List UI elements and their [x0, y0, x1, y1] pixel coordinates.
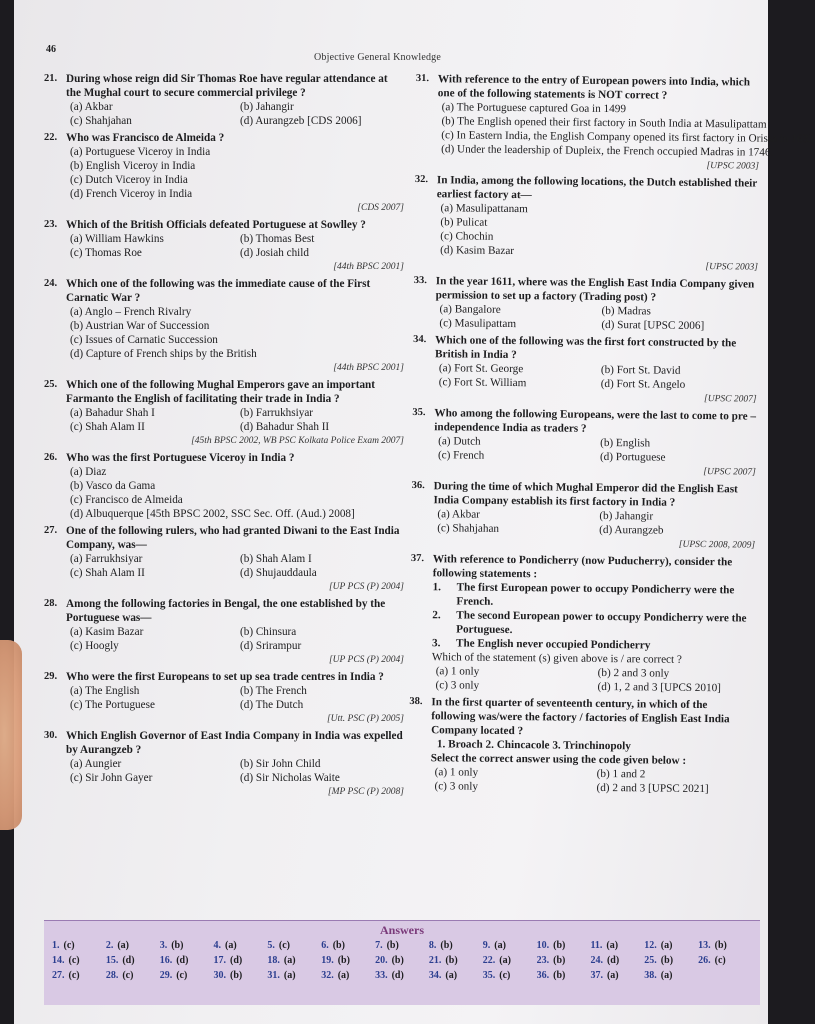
question-33 — [413, 274, 758, 334]
answer-number: 21. — [428, 955, 442, 966]
statement-2: 2. The second European power to occupy Pondicherry were the Portuguese. — [432, 609, 747, 637]
answer-choice: (a) — [606, 940, 619, 951]
question-number: 37. — [410, 552, 425, 565]
question-number: 22. — [44, 132, 58, 143]
answer-number: 5. — [267, 940, 275, 951]
answer-entry — [698, 955, 752, 966]
options — [432, 664, 754, 695]
answer-entry — [267, 955, 321, 966]
option: (d) 1, 2 and 3 [UPCS 2010] — [597, 680, 722, 695]
option: (d) Portuguese — [599, 450, 666, 464]
options — [433, 507, 755, 538]
answer-entry — [321, 955, 375, 966]
answer-choice: (c) — [714, 955, 726, 966]
option: (b) Shah Alam I — [240, 553, 312, 565]
options — [435, 302, 757, 333]
answer-choice: (d) — [122, 955, 135, 966]
answer-choice: (b) — [171, 940, 184, 951]
answer-entry — [375, 940, 429, 951]
answer-choice: (c) — [63, 940, 75, 951]
options — [66, 406, 404, 434]
answer-choice: (b) — [230, 970, 243, 981]
question-number: 25. — [44, 379, 58, 390]
answer-entry — [52, 955, 106, 966]
answer-choice: (c) — [499, 970, 511, 981]
option: (d) Aurangzeb [CDS 2006] — [240, 115, 362, 127]
option: (b) Farrukhsiyar — [240, 407, 314, 419]
question-24 — [44, 277, 404, 375]
answer-choice: (c) — [68, 955, 80, 966]
answer-choice: (a) — [606, 970, 619, 981]
option: (a) The Portuguese captured Goa in 1499 — [441, 101, 627, 116]
answer-entry — [537, 940, 591, 951]
exam-source: [Utt. PSC (P) 2005] — [326, 714, 404, 724]
answer-number: 30. — [213, 970, 227, 981]
question-23 — [44, 218, 404, 274]
question-number: 26. — [44, 452, 58, 463]
question-number: 36. — [411, 479, 425, 492]
answer-entry — [644, 955, 698, 966]
options — [435, 361, 757, 392]
answer-number: 24. — [590, 955, 603, 966]
option: (c) 3 only — [434, 780, 479, 793]
option: (b) Austrian War of Succession — [70, 320, 210, 332]
option: (a) Bangalore — [439, 303, 501, 316]
answer-number: 6. — [321, 940, 329, 951]
option: (a) William Hawkins — [70, 233, 164, 245]
answer-number: 27. — [52, 970, 65, 981]
option: (d) The Dutch — [240, 699, 304, 711]
option: (a) Aungier — [70, 758, 122, 770]
answer-entry — [483, 970, 537, 981]
answer-choice: (a) — [225, 940, 237, 951]
answer-number: 12. — [644, 940, 657, 951]
options — [66, 757, 404, 785]
option: (c) Masulipattam — [439, 317, 517, 331]
question-34 — [413, 333, 758, 407]
question-text: Which one of the following was the immediate cause of the First Carnatic War ? — [66, 278, 371, 304]
answer-choice: (b) — [337, 955, 350, 966]
answer-choice: (a) — [494, 940, 506, 951]
options — [66, 552, 404, 580]
answer-choice: (b) — [386, 940, 399, 951]
answer-number: 36. — [536, 970, 550, 981]
answer-number: 16. — [159, 955, 173, 966]
option: (d) French Viceroy in India — [70, 188, 193, 200]
answer-entry — [590, 970, 644, 981]
answer-number: 4. — [213, 940, 222, 951]
answer-choice: (a) — [445, 970, 458, 981]
question-number: 35. — [412, 406, 426, 419]
question-text: One of the following rulers, who had granted Diwani to the East India Company, was— — [66, 525, 400, 551]
question-number: 28. — [44, 598, 58, 609]
option: (d) Aurangzeb — [599, 523, 664, 537]
option: (b) English Viceroy in India — [70, 160, 196, 172]
option: (d) Albuquerque [45th BPSC 2002, SSC Sec. Off. (Aud.) 2008] — [70, 508, 355, 520]
running-head: Objective General Knowledge — [314, 52, 442, 63]
answer-entry — [321, 940, 375, 951]
option: (a) 1 only — [434, 766, 479, 779]
answer-choice: (b) — [660, 955, 674, 966]
question-ask: Which of the statement (s) given above is / are correct ? — [431, 651, 682, 666]
answer-choice: (b) — [553, 970, 566, 981]
answer-number: 22. — [482, 955, 496, 966]
answer-entry — [429, 970, 483, 981]
answer-entry — [537, 955, 591, 966]
question-31 — [415, 72, 814, 174]
answer-choice: (c) — [176, 970, 188, 981]
option: (c) Shah Alam II — [70, 567, 145, 579]
answer-choice: (b) — [391, 955, 404, 966]
statement-1: 1. The first European power to occupy Pondicherry were the French. — [432, 581, 735, 608]
question-text: Among the following factories in Bengal, the one established by the Portuguese was— — [66, 598, 386, 624]
option: (b) The English opened their first factory in South India at Masulipattam — [441, 115, 767, 131]
answer-number: 8. — [428, 940, 437, 951]
question-number: 29. — [44, 671, 58, 682]
answer-entry — [429, 955, 483, 966]
answer-number: 26. — [698, 955, 711, 966]
option: (c) In Eastern India, the English Company opened its first factory in Orissa in 1633 — [441, 129, 814, 146]
exam-source: [MP PSC (P) 2008] — [327, 787, 404, 797]
exam-source: [CDS 2007] — [357, 203, 404, 213]
answer-number: 11. — [590, 940, 603, 951]
question-number: 38. — [409, 695, 423, 708]
answer-choice: (d) — [230, 955, 243, 966]
right-column — [408, 72, 814, 800]
option: (d) Kasim Bazar — [440, 244, 515, 258]
answer-entry — [644, 970, 698, 981]
thumb-holding-page — [0, 640, 22, 830]
answer-choice: (b) — [714, 940, 727, 951]
option: (c) Chochin — [440, 230, 494, 243]
options — [66, 232, 404, 260]
answer-entry — [375, 955, 429, 966]
question-36 — [411, 479, 756, 553]
answer-choice: (c) — [68, 970, 80, 981]
answer-entry — [698, 940, 752, 951]
option: (a) Kasim Bazar — [70, 626, 144, 638]
answer-entry — [537, 970, 591, 981]
answer-choice: (c) — [278, 940, 290, 951]
question-text: Which one of the following Mughal Emperors gave an important Farmanto the English of facilitating their trade in India ? — [66, 379, 376, 405]
places-list: 1. Broach 2. Chincacole 3. Trinchinopoly — [436, 738, 631, 753]
answer-choice: (d) — [391, 970, 404, 981]
options — [437, 100, 814, 159]
question-number: 33. — [413, 274, 427, 287]
answer-entry — [267, 970, 321, 981]
options — [66, 305, 404, 361]
answer-entry — [321, 970, 375, 981]
option: (a) The English — [70, 685, 140, 697]
question-27 — [44, 524, 404, 594]
question-text: During the time of which Mughal Emperor did the English East India Company establish its first factory in India ? — [433, 480, 738, 509]
option: (c) Sir John Gayer — [70, 772, 153, 784]
option: (b) Sir John Child — [240, 758, 321, 770]
answer-number: 38. — [644, 970, 657, 981]
exam-source: [44th BPSC 2001] — [333, 262, 404, 272]
option: (a) Akbar — [70, 101, 113, 113]
option: (b) Thomas Best — [240, 233, 315, 245]
answer-choice: (d) — [176, 955, 189, 966]
answer-choice: (a) — [283, 970, 296, 981]
option: (d) Josiah child — [240, 247, 309, 259]
option: (b) Jahangir — [240, 101, 294, 113]
question-text: Who among the following Europeans, were the last to come to pre – independence India as traders ? — [434, 407, 757, 435]
option: (d) Surat [UPSC 2006] — [601, 318, 705, 333]
question-number: 21. — [44, 73, 58, 84]
option: (c) Shahjahan — [437, 522, 500, 535]
answer-number: 31. — [267, 970, 280, 981]
answer-choice: (b) — [553, 940, 566, 951]
answer-number: 29. — [159, 970, 173, 981]
answer-choice: (b) — [440, 940, 453, 951]
option: (c) Shah Alam II — [70, 421, 145, 433]
answer-choice: (a) — [499, 955, 511, 966]
answer-entry — [590, 955, 644, 966]
question-number: 27. — [44, 525, 58, 536]
answer-number: 23. — [536, 955, 550, 966]
option: (b) Fort St. David — [600, 363, 681, 377]
option: (d) Under the leadership of Dupleix, the French occupied Madras in 1746. — [441, 143, 774, 159]
answer-number: 15. — [105, 955, 119, 966]
answer-key-title: Answers — [380, 923, 424, 937]
question-29 — [44, 670, 404, 726]
question-30 — [44, 729, 404, 799]
question-26 — [44, 451, 404, 521]
question-number: 32. — [414, 173, 429, 186]
answer-entry — [267, 940, 321, 951]
answer-entry — [214, 970, 268, 981]
option: (b) Madras — [601, 304, 651, 318]
question-text: Who was the first Portuguese Viceroy in India ? — [66, 452, 295, 464]
option: (a) Bahadur Shah I — [70, 407, 155, 419]
question-25 — [44, 378, 404, 448]
option: (a) Masulipattanam — [440, 202, 528, 216]
answer-choice: (b) — [445, 955, 458, 966]
option: (d) Fort St. Angelo — [600, 377, 686, 391]
option: (b) The French — [240, 685, 307, 697]
answer-choice: (a) — [117, 940, 130, 951]
answer-number: 19. — [321, 955, 334, 966]
question-text: Who was Francisco de Almeida ? — [66, 132, 225, 144]
answer-number: 10. — [536, 940, 550, 951]
option: (c) Shahjahan — [70, 115, 132, 127]
exam-source: [UPSC 2007] — [703, 467, 756, 478]
question-32 — [414, 173, 759, 275]
question-37 — [410, 552, 755, 696]
option: (c) Fort St. William — [438, 376, 527, 390]
option: (a) Portuguese Viceroy in India — [70, 146, 211, 158]
option: (a) Farrukhsiyar — [70, 553, 143, 565]
question-ask: Select the correct answer using the code given below : — [430, 752, 687, 767]
right-questions — [411, 72, 814, 553]
options — [436, 201, 759, 260]
question-35 — [412, 406, 757, 480]
answer-choice: (a) — [660, 940, 673, 951]
question-text: With reference to Pondicherry (now Puducherry), consider the following statements : — [432, 553, 733, 581]
option: (d) Shujauddaula — [240, 567, 317, 579]
answer-number: 13. — [698, 940, 711, 951]
exam-source: [UPSC 2003] — [705, 262, 759, 273]
answer-choice: (a) — [283, 955, 296, 966]
answer-entry — [590, 940, 644, 951]
option: (c) Francisco de Almeida — [70, 494, 183, 506]
answer-entry — [214, 940, 268, 951]
options — [66, 145, 404, 201]
answer-grid — [44, 938, 760, 983]
exam-source: [UP PCS (P) 2004] — [328, 655, 404, 665]
option: (d) Sir Nicholas Waite — [240, 772, 340, 784]
exam-source: [45th BPSC 2002, WB PSC Kolkata Police Exam 2007] — [191, 436, 404, 446]
option: (a) Fort St. George — [438, 362, 524, 376]
answer-entry — [106, 940, 160, 951]
answer-choice: (d) — [606, 955, 620, 966]
page-number: 46 — [46, 44, 56, 55]
answer-entry — [483, 940, 537, 951]
answer-number: 7. — [375, 940, 383, 951]
answer-number: 9. — [482, 940, 491, 951]
option: (c) The Portuguese — [70, 699, 155, 711]
option: (c) Issues of Carnatic Succession — [70, 334, 218, 346]
option: (c) Hoogly — [70, 640, 119, 652]
option: (b) Vasco da Gama — [70, 480, 156, 492]
question-number: 31. — [415, 72, 430, 85]
answer-entry — [106, 970, 160, 981]
answer-entry — [214, 955, 268, 966]
answer-entry — [106, 955, 160, 966]
book-page — [14, 0, 814, 1024]
option: (c) Thomas Roe — [70, 247, 142, 259]
options — [66, 684, 404, 712]
option: (b) Pulicat — [440, 216, 488, 229]
answer-number: 25. — [644, 955, 657, 966]
answer-number: 28. — [105, 970, 119, 981]
question-22 — [44, 131, 404, 215]
question-number: 30. — [44, 730, 58, 741]
answer-entry — [160, 940, 214, 951]
option: (a) Dutch — [438, 435, 481, 448]
exam-source: [UPSC 2007] — [704, 394, 757, 405]
question-number: 24. — [44, 278, 58, 289]
question-text: Which one of the following was the first fort constructed by the British in India ? — [434, 334, 737, 362]
exam-source: [44th BPSC 2001] — [333, 363, 404, 373]
option: (a) Anglo – French Rivalry — [70, 306, 192, 318]
question-21 — [44, 72, 404, 128]
answer-entry — [160, 955, 214, 966]
option: (b) Chinsura — [240, 626, 297, 638]
answer-number: 14. — [52, 955, 65, 966]
question-text: With reference to the entry of European powers into India, which one of the following statements is NOT correct ? — [437, 73, 751, 102]
answer-number: 20. — [375, 955, 388, 966]
answer-entry — [375, 970, 429, 981]
question-28 — [44, 597, 404, 667]
statement-3: 3. The English never occupied Pondicherry — [431, 637, 651, 652]
option: (a) Diaz — [70, 466, 107, 478]
answer-entry — [52, 940, 106, 951]
answer-number: 1. — [52, 940, 60, 951]
question-38 — [408, 695, 753, 797]
options — [430, 765, 752, 796]
option: (c) French — [437, 449, 485, 462]
answer-number: 32. — [321, 970, 334, 981]
option: (a) 1 only — [435, 665, 480, 678]
option: (d) Capture of French ships by the British — [70, 348, 257, 360]
answer-entry — [483, 955, 537, 966]
answer-number: 33. — [375, 970, 388, 981]
answer-number: 17. — [213, 955, 227, 966]
answer-choice: (a) — [337, 970, 350, 981]
option: (c) Dutch Viceroy in India — [70, 174, 188, 186]
exam-source: [UPSC 2003] — [706, 161, 760, 172]
answer-choice: (b) — [553, 955, 566, 966]
option: (b) Jahangir — [599, 509, 654, 523]
question-text: Who were the first Europeans to set up sea trade centres in India ? — [66, 671, 384, 683]
options — [66, 465, 404, 521]
option: (b) 1 and 2 — [596, 767, 646, 781]
options — [66, 625, 404, 653]
answer-choice: (b) — [332, 940, 345, 951]
exam-source: [UPSC 2008, 2009] — [678, 539, 756, 551]
answer-number: 2. — [105, 940, 114, 951]
answer-key — [44, 920, 760, 1005]
option: (c) 3 only — [435, 679, 480, 692]
answer-entry — [644, 940, 698, 951]
question-text: During whose reign did Sir Thomas Roe have regular attendance at the Mughal court to secure commercial privilege ? — [66, 73, 388, 99]
option: (b) 2 and 3 only — [597, 666, 670, 680]
answer-entry — [160, 970, 214, 981]
answer-number: 18. — [267, 955, 280, 966]
option: (d) Srirampur — [240, 640, 302, 652]
answer-number: 35. — [482, 970, 496, 981]
question-text: In the first quarter of seventeenth century, in which of the following was/were the factory / factories of English East India Company located ? — [431, 696, 730, 738]
answer-choice: (a) — [660, 970, 673, 981]
option: (a) Akbar — [437, 508, 480, 521]
option: (d) Bahadur Shah II — [240, 421, 330, 433]
options — [66, 100, 404, 128]
question-text: In India, among the following locations, the Dutch established their earliest factory at— — [436, 174, 758, 202]
answer-number: 3. — [159, 940, 168, 951]
left-column — [44, 72, 404, 802]
question-number: 23. — [44, 219, 58, 230]
answer-entry — [429, 940, 483, 951]
option: (d) 2 and 3 [UPSC 2021] — [596, 781, 709, 796]
question-text: Which English Governor of East India Company in India was expelled by Aurangzeb ? — [66, 730, 403, 756]
options — [434, 434, 756, 465]
question-number: 34. — [413, 333, 427, 346]
answer-number: 37. — [590, 970, 603, 981]
question-text: Which of the British Officials defeated Portuguese at Sowlley ? — [66, 219, 366, 231]
answer-choice: (c) — [122, 970, 134, 981]
option: (b) English — [600, 436, 651, 450]
question-text: In the year 1611, where was the English East India Company given permission to set up a factory (Trading post) ? — [435, 275, 755, 304]
answer-entry — [52, 970, 106, 981]
exam-source: [UP PCS (P) 2004] — [328, 582, 404, 592]
answer-number: 34. — [428, 970, 442, 981]
